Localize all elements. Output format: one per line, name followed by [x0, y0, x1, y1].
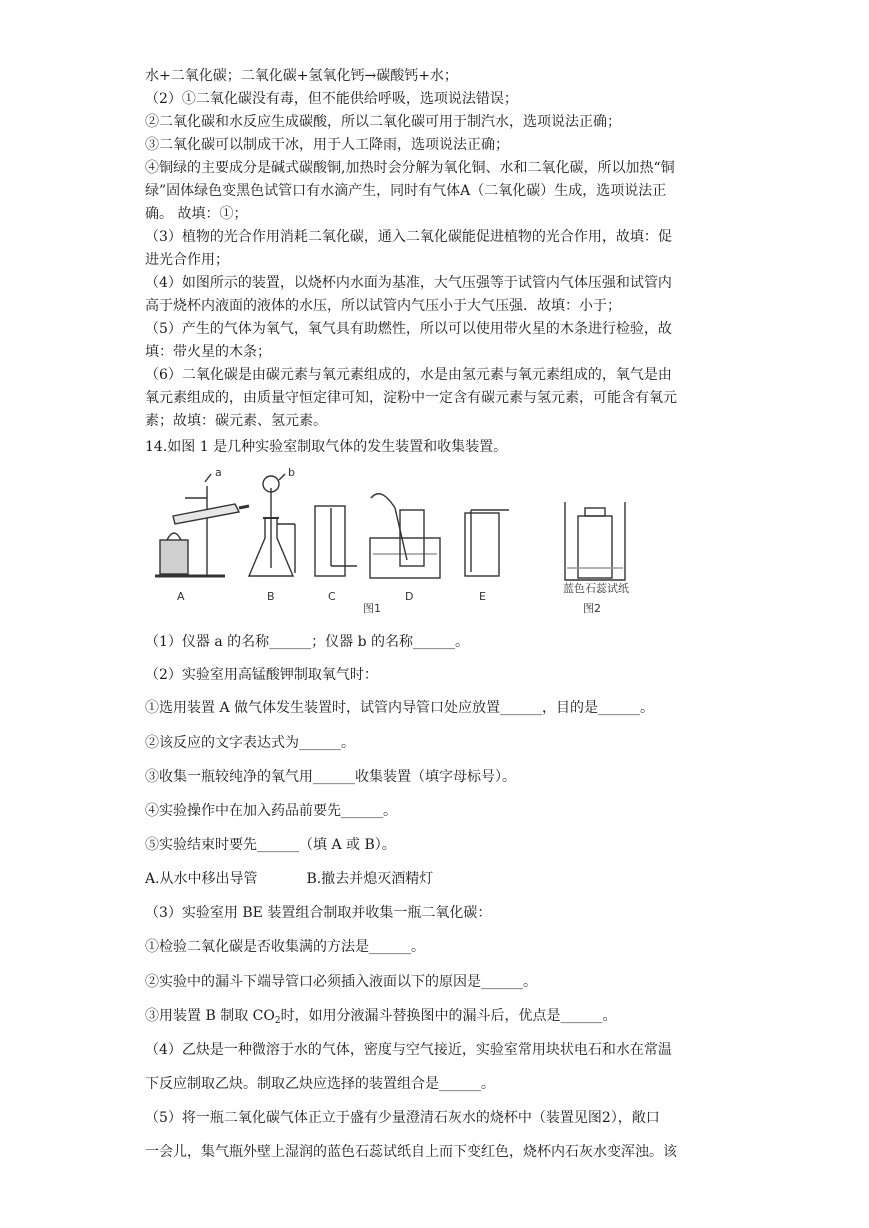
question-part: ②实验中的漏斗下端导管口必须插入液面以下的原因是______。 — [145, 974, 537, 990]
question-part: ①检验二氧化碳是否收集满的方法是______。 — [145, 939, 425, 955]
label-a: A — [177, 590, 185, 603]
question-part: ④实验操作中在加入药品前要先______。 — [145, 803, 397, 819]
label-c: C — [328, 590, 336, 603]
label-instrument-b: b — [288, 468, 295, 479]
label-d: D — [405, 590, 414, 603]
label-e: E — [479, 590, 486, 603]
question-part — [145, 1006, 730, 1031]
question-part: ①选用装置 A 做气体发生装置时，试管内导管口处应放置______，目的是______。 — [145, 700, 655, 716]
question-title: 14.如图 1 是几种实验室制取气体的发生装置和收集装置。 — [145, 439, 508, 455]
solution-line: （6）二氧化碳是由碳元素与氧元素组成的，水是由氢元素与氧元素组成的，氧气是由 — [145, 367, 672, 383]
solution-line: 绿”固体绿色变黑色试管口有水滴产生，同时有气体A（二氧化碳）生成，选项说法正 — [145, 183, 667, 199]
solution-line: 水+二氧化碳；二氧化碳+氢氧化钙→碳酸钙+水； — [145, 68, 458, 84]
label-b: B — [267, 590, 275, 603]
solution-line: ②二氧化碳和水反应生成碳酸，所以二氧化碳可用于制汽水，选项说法正确； — [145, 114, 621, 130]
answer-options — [145, 869, 730, 889]
solution-line: 素；故填：碳元素、氢元素。 — [145, 413, 327, 429]
solution-line: （4）如图所示的装置，以烧杯内水面为基准，大气压强等于试管内气体压强和试管内 — [145, 275, 672, 291]
figure-2-caption: 图2 — [583, 602, 601, 615]
question-part: （5）将一瓶二氧化碳气体正立于盛有少量澄清石灰水的烧杯中（装置见图2），敞口 — [145, 1110, 660, 1126]
solution-line: ④铜绿的主要成分是碱式碳酸铜,加热时会分解为氧化铜、水和二氧化碳，所以加热“铜 — [145, 160, 675, 176]
question-part: ②该反应的文字表达式为______。 — [145, 735, 355, 751]
solution-line: （2）①二氧化碳没有毒，但不能供给呼吸，选项说法错误； — [145, 91, 518, 107]
question-part: 一会儿，集气瓶外壁上湿润的蓝色石蕊试纸自上而下变红色，烧杯内石灰水变浑浊。该 — [145, 1144, 677, 1160]
question-part: （4）乙炔是一种微溶于水的气体，密度与空气接近，实验室常用块状电石和水在常温 — [145, 1042, 672, 1058]
figure-1-caption: 图1 — [363, 602, 381, 615]
label-instrument-a: a — [215, 468, 222, 479]
question-part: （3）实验室用 BE 装置组合制取并收集一瓶二氧化碳： — [145, 905, 492, 921]
solution-line: 填：带火星的木条； — [145, 344, 271, 360]
apparatus-figure — [145, 468, 725, 618]
q3-3-prefix: ③用装置 B 制取 CO — [145, 1008, 275, 1024]
question-part: （2）实验室用高锰酸钾制取氧气时： — [145, 667, 378, 683]
apparatus-diagram — [145, 468, 725, 618]
litmus-label: 蓝色石蕊试纸 — [563, 582, 629, 595]
co2-subscript: 2 — [274, 1016, 281, 1026]
option-b: B.撤去并熄灭酒精灯 — [306, 871, 434, 887]
solution-line: 进光合作用； — [145, 252, 229, 268]
question-part: （1）仪器 a 的名称______；仪器 b 的名称______。 — [145, 634, 470, 650]
solution-line: （3）植物的光合作用消耗二氧化碳，通入二氧化碳能促进植物的光合作用，故填：促 — [145, 229, 672, 245]
solution-line: 氧元素组成的，由质量守恒定律可知，淀粉中一定含有碳元素与氢元素，可能含有氧元 — [145, 390, 677, 406]
question-part: ⑤实验结束时要先______（填 A 或 B）。 — [145, 837, 396, 853]
question-part: ③收集一瓶较纯净的氧气用______收集装置（填字母标号）。 — [145, 769, 516, 785]
option-a: A.从水中移出导管 — [145, 871, 258, 887]
solution-line: ③二氧化碳可以制成干冰，用于人工降雨，选项说法正确； — [145, 137, 509, 153]
solution-line: 高于烧杯内液面的液体的水压，所以试管内气压小于大气压强．故填：小于； — [145, 298, 621, 314]
solution-line: 确。 故填：①； — [145, 206, 248, 222]
question-part: 下反应制取乙炔。制取乙炔应选择的装置组合是______。 — [145, 1076, 495, 1092]
solution-line: （5）产生的气体为氧气，氧气具有助燃性，所以可以使用带火星的木条进行检验，故 — [145, 321, 672, 337]
q3-3-suffix: 时，如用分液漏斗替换图中的漏斗后，优点是______。 — [280, 1008, 617, 1024]
